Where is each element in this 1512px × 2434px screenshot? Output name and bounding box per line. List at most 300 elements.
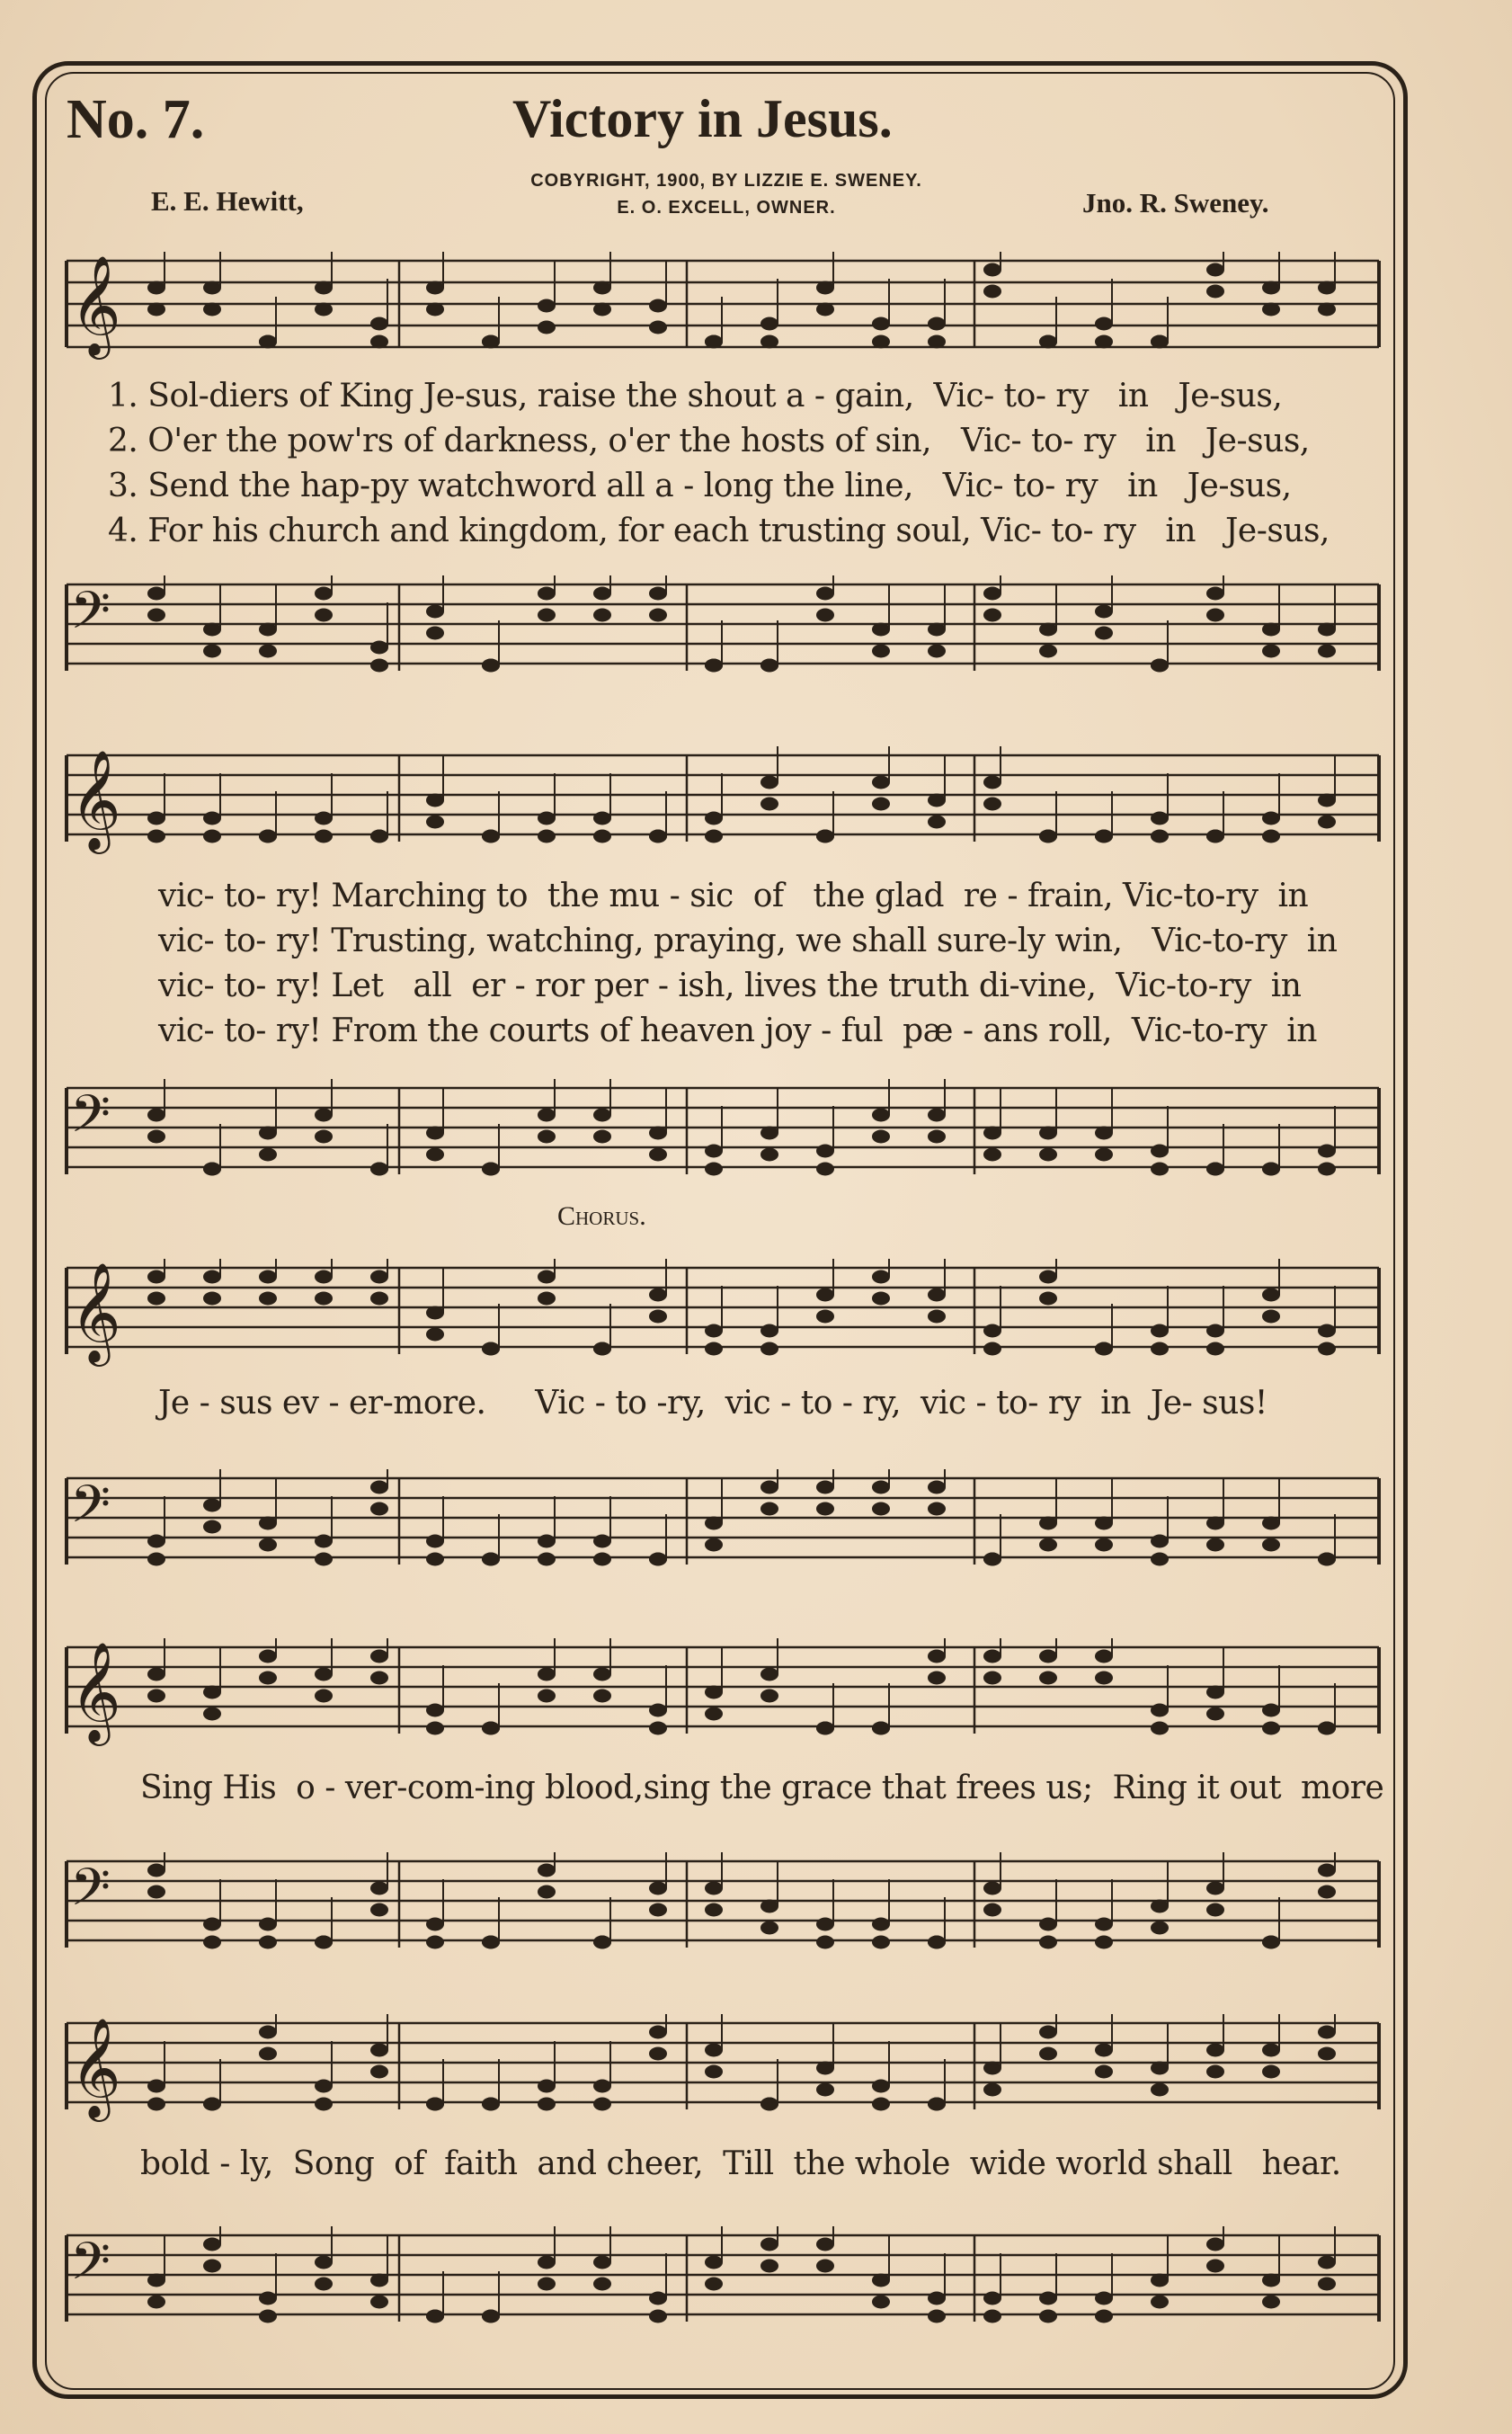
notehead — [259, 1148, 277, 1162]
notehead — [593, 281, 611, 295]
notehead — [203, 2238, 221, 2251]
notehead — [370, 335, 388, 349]
notehead — [147, 1864, 165, 1877]
copyright-line: COBYRIGHT, 1900, BY LIZZIE E. SWENEY. — [530, 171, 922, 191]
notehead — [426, 1918, 444, 1931]
notehead — [1318, 1886, 1336, 1899]
notehead — [315, 1690, 333, 1703]
notehead — [705, 2065, 723, 2079]
notehead — [259, 1650, 277, 1663]
notehead — [1039, 1650, 1057, 1663]
notehead — [538, 2256, 556, 2269]
notehead — [1262, 1704, 1280, 1717]
copyright-owner: E. O. EXCELL, OWNER. — [617, 198, 836, 218]
notehead — [1151, 1704, 1169, 1717]
treble-clef-icon: 𝄞 — [70, 1262, 121, 1362]
notehead — [1318, 645, 1336, 658]
notehead — [760, 2098, 778, 2111]
notehead — [1318, 281, 1336, 295]
notehead — [538, 299, 556, 313]
verse-line-5: vic- to- ry! Marching to the mu - sic of the glad re - frain, Vic-to-ry in — [158, 878, 1309, 914]
notehead — [816, 1936, 834, 1949]
notehead — [147, 812, 165, 825]
notehead — [1262, 1310, 1280, 1324]
notehead — [538, 812, 556, 825]
notehead — [928, 1650, 946, 1663]
notehead — [760, 776, 778, 789]
notehead — [649, 1148, 667, 1162]
notehead — [1206, 1163, 1224, 1176]
notehead — [426, 794, 444, 807]
notehead — [593, 1690, 611, 1703]
notehead — [370, 830, 388, 843]
notehead — [315, 2080, 333, 2093]
notehead — [705, 1324, 723, 1338]
notehead — [983, 798, 1001, 811]
notehead — [370, 317, 388, 331]
notehead — [593, 1342, 611, 1356]
notehead — [816, 1918, 834, 1931]
notehead — [649, 587, 667, 601]
notehead — [1095, 2310, 1113, 2323]
notehead — [426, 1722, 444, 1735]
notehead — [1206, 1904, 1224, 1917]
notehead — [315, 1130, 333, 1144]
notehead — [1262, 830, 1280, 843]
notehead — [649, 830, 667, 843]
notehead — [259, 1292, 277, 1306]
notehead — [593, 2080, 611, 2093]
notehead — [983, 2310, 1001, 2323]
notehead — [983, 587, 1001, 601]
notehead — [1095, 627, 1113, 640]
notehead — [928, 794, 946, 807]
notehead — [1206, 2044, 1224, 2057]
notehead — [1039, 1148, 1057, 1162]
notehead — [928, 1109, 946, 1122]
notehead — [370, 1270, 388, 1284]
notehead — [315, 1292, 333, 1306]
notehead — [538, 609, 556, 622]
notehead — [983, 263, 1001, 277]
notehead — [426, 1148, 444, 1162]
notehead — [593, 1109, 611, 1122]
bass-clef-icon: 𝄢 — [70, 1474, 111, 1547]
notehead — [1318, 1145, 1336, 1158]
notehead — [1206, 2238, 1224, 2251]
notehead — [816, 2062, 834, 2075]
notehead — [538, 1864, 556, 1877]
notehead — [147, 1668, 165, 1681]
notehead — [1262, 303, 1280, 317]
notehead — [872, 1722, 890, 1735]
notehead — [705, 1707, 723, 1721]
notehead — [1262, 645, 1280, 658]
bass-clef-icon: 𝄢 — [70, 1083, 111, 1157]
notehead — [928, 317, 946, 331]
bass-staff-4 — [58, 1852, 1388, 1960]
treble-clef-icon: 𝄞 — [70, 254, 121, 355]
notehead — [872, 1502, 890, 1516]
notehead — [705, 335, 723, 349]
notehead — [649, 1882, 667, 1895]
notehead — [649, 2310, 667, 2323]
notehead — [872, 645, 890, 658]
notehead — [1206, 1707, 1224, 1721]
notehead — [593, 2256, 611, 2269]
notehead — [1151, 1342, 1169, 1356]
notehead — [538, 1109, 556, 1122]
notehead — [649, 2047, 667, 2061]
notehead — [259, 1517, 277, 1530]
notehead — [760, 335, 778, 349]
notehead — [203, 281, 221, 295]
notehead — [1262, 2044, 1280, 2057]
notehead — [426, 627, 444, 640]
notehead — [426, 303, 444, 317]
notehead — [649, 1704, 667, 1717]
notehead — [259, 1538, 277, 1552]
notehead — [872, 1481, 890, 1494]
notehead — [705, 2278, 723, 2291]
notehead — [1262, 1517, 1280, 1530]
notehead — [538, 2098, 556, 2111]
notehead — [370, 2065, 388, 2079]
notehead — [1039, 2026, 1057, 2039]
treble-staff-4 — [58, 1638, 1388, 1746]
notehead — [370, 2274, 388, 2287]
notehead — [1039, 623, 1057, 637]
notehead — [1095, 1342, 1113, 1356]
notehead — [816, 1722, 834, 1735]
notehead — [1151, 1163, 1169, 1176]
notehead — [370, 1882, 388, 1895]
lyricist: E. E. Hewitt, — [151, 185, 304, 217]
notehead — [928, 816, 946, 829]
notehead — [705, 1342, 723, 1356]
notehead — [315, 1270, 333, 1284]
notehead — [1318, 1163, 1336, 1176]
notehead — [315, 2098, 333, 2111]
verse-line-4: 4. For his church and kingdom, for each trusting soul, Vic- to- ry in Je-sus, — [108, 513, 1330, 549]
notehead — [760, 1127, 778, 1140]
notehead — [816, 1145, 834, 1158]
notehead — [203, 1520, 221, 1534]
notehead — [928, 1672, 946, 1685]
notehead — [370, 1292, 388, 1306]
notehead — [760, 1148, 778, 1162]
notehead — [370, 2296, 388, 2309]
notehead — [203, 1936, 221, 1949]
notehead — [593, 830, 611, 843]
notehead — [1318, 303, 1336, 317]
notehead — [1095, 1517, 1113, 1530]
notehead — [649, 609, 667, 622]
notehead — [147, 1886, 165, 1899]
notehead — [1095, 605, 1113, 619]
notehead — [760, 1690, 778, 1703]
notehead — [983, 1672, 1001, 1685]
notehead — [1206, 609, 1224, 622]
hymn-number: No. 7. — [67, 89, 205, 150]
notehead — [426, 1306, 444, 1320]
notehead — [593, 1936, 611, 1949]
notehead — [983, 1904, 1001, 1917]
notehead — [259, 645, 277, 658]
notehead — [203, 303, 221, 317]
notehead — [482, 1553, 500, 1566]
notehead — [928, 1288, 946, 1302]
notehead — [593, 609, 611, 622]
notehead — [426, 2310, 444, 2323]
notehead — [538, 1130, 556, 1144]
notehead — [983, 776, 1001, 789]
notehead — [705, 1517, 723, 1530]
notehead — [649, 1127, 667, 1140]
notehead — [928, 2292, 946, 2305]
verse-line-2: 2. O'er the pow'rs of darkness, o'er the hosts of sin, Vic- to- ry in Je-sus, — [108, 423, 1310, 459]
composer: Jno. R. Sweney. — [1082, 187, 1269, 218]
notehead — [983, 2083, 1001, 2097]
notehead — [259, 2026, 277, 2039]
notehead — [1095, 2044, 1113, 2057]
notehead — [370, 1904, 388, 1917]
notehead — [760, 659, 778, 673]
notehead — [1206, 2065, 1224, 2079]
notehead — [1039, 1292, 1057, 1306]
notehead — [872, 1270, 890, 1284]
notehead — [259, 830, 277, 843]
notehead — [760, 798, 778, 811]
notehead — [315, 2256, 333, 2269]
notehead — [1095, 2065, 1113, 2079]
notehead — [872, 1918, 890, 1931]
notehead — [1318, 2047, 1336, 2061]
notehead — [203, 623, 221, 637]
notehead — [259, 623, 277, 637]
notehead — [983, 1148, 1001, 1162]
notehead — [203, 645, 221, 658]
notehead — [315, 1553, 333, 1566]
notehead — [593, 2278, 611, 2291]
notehead — [1039, 1127, 1057, 1140]
notehead — [1262, 1722, 1280, 1735]
notehead — [203, 812, 221, 825]
notehead — [705, 1163, 723, 1176]
notehead — [1262, 2296, 1280, 2309]
notehead — [705, 2256, 723, 2269]
notehead — [1151, 2296, 1169, 2309]
notehead — [760, 2238, 778, 2251]
notehead — [816, 2260, 834, 2273]
notehead — [203, 1918, 221, 1931]
notehead — [203, 1270, 221, 1284]
notehead — [705, 2044, 723, 2057]
bass-staff-5 — [58, 2226, 1388, 2334]
notehead — [872, 2080, 890, 2093]
notehead — [315, 587, 333, 601]
notehead — [1262, 812, 1280, 825]
notehead — [1039, 2310, 1057, 2323]
notehead — [983, 1342, 1001, 1356]
notehead — [315, 1535, 333, 1548]
notehead — [872, 776, 890, 789]
notehead — [1095, 830, 1113, 843]
notehead — [816, 1481, 834, 1494]
notehead — [1318, 1722, 1336, 1735]
bass-clef-icon: 𝄢 — [70, 580, 111, 654]
notehead — [1039, 1538, 1057, 1552]
notehead — [1206, 830, 1224, 843]
notehead — [593, 2098, 611, 2111]
notehead — [1318, 2278, 1336, 2291]
notehead — [203, 830, 221, 843]
bass-staff-1 — [58, 575, 1388, 683]
notehead — [928, 1502, 946, 1516]
notehead — [1095, 1148, 1113, 1162]
notehead — [649, 1310, 667, 1324]
notehead — [147, 2098, 165, 2111]
bass-staff-3 — [58, 1469, 1388, 1577]
notehead — [1318, 1324, 1336, 1338]
notehead — [147, 1553, 165, 1566]
notehead — [538, 830, 556, 843]
notehead — [482, 1342, 500, 1356]
notehead — [705, 1904, 723, 1917]
notehead — [816, 609, 834, 622]
notehead — [259, 2292, 277, 2305]
notehead — [760, 1324, 778, 1338]
notehead — [816, 1502, 834, 1516]
notehead — [1318, 1553, 1336, 1566]
treble-clef-icon: 𝄞 — [70, 2017, 121, 2117]
notehead — [705, 812, 723, 825]
notehead — [259, 2310, 277, 2323]
notehead — [1039, 1517, 1057, 1530]
notehead — [426, 1127, 444, 1140]
notehead — [1318, 2256, 1336, 2269]
notehead — [1095, 1672, 1113, 1685]
hymn-title: Victory in Jesus. — [512, 89, 893, 148]
notehead — [649, 1722, 667, 1735]
notehead — [872, 1109, 890, 1122]
notehead — [593, 1668, 611, 1681]
notehead — [872, 317, 890, 331]
notehead — [872, 798, 890, 811]
verse-line-7: vic- to- ry! Let all er - ror per - ish, lives the truth di-vine, Vic-to-ry in — [158, 967, 1302, 1004]
notehead — [482, 1936, 500, 1949]
notehead — [816, 587, 834, 601]
notehead — [315, 812, 333, 825]
verse-line-3: 3. Send the hap-py watchword all a - long the line, Vic- to- ry in Je-sus, — [108, 468, 1292, 504]
notehead — [1262, 281, 1280, 295]
notehead — [259, 1127, 277, 1140]
notehead — [760, 1481, 778, 1494]
notehead — [1039, 2047, 1057, 2061]
notehead — [593, 1535, 611, 1548]
notehead — [760, 1342, 778, 1356]
notehead — [649, 1904, 667, 1917]
notehead — [538, 2080, 556, 2093]
notehead — [1039, 645, 1057, 658]
notehead — [147, 281, 165, 295]
notehead — [1039, 1936, 1057, 1949]
notehead — [1095, 1538, 1113, 1552]
notehead — [1151, 1145, 1169, 1158]
notehead — [983, 1127, 1001, 1140]
notehead — [259, 335, 277, 349]
notehead — [593, 812, 611, 825]
notehead — [426, 1328, 444, 1342]
notehead — [983, 285, 1001, 299]
notehead — [983, 609, 1001, 622]
notehead — [872, 335, 890, 349]
notehead — [482, 2310, 500, 2323]
notehead — [370, 659, 388, 673]
notehead — [1318, 623, 1336, 637]
notehead — [1206, 1342, 1224, 1356]
notehead — [816, 830, 834, 843]
notehead — [1095, 1127, 1113, 1140]
notehead — [928, 2310, 946, 2323]
notehead — [816, 2238, 834, 2251]
notehead — [872, 1936, 890, 1949]
notehead — [426, 1535, 444, 1548]
notehead — [1318, 1342, 1336, 1356]
notehead — [315, 1109, 333, 1122]
notehead — [1039, 335, 1057, 349]
notehead — [426, 2098, 444, 2111]
notehead — [1206, 285, 1224, 299]
notehead — [315, 281, 333, 295]
notehead — [1151, 659, 1169, 673]
notehead — [1151, 1324, 1169, 1338]
notehead — [816, 1163, 834, 1176]
notehead — [259, 1936, 277, 1949]
notehead — [872, 1130, 890, 1144]
notehead — [1262, 1538, 1280, 1552]
notehead — [1039, 1270, 1057, 1284]
verse-line-1: 1. Sol-diers of King Je-sus, raise the shout a - gain, Vic- to- ry in Je-sus, — [108, 378, 1283, 415]
notehead — [928, 335, 946, 349]
notehead — [147, 1130, 165, 1144]
notehead — [482, 1163, 500, 1176]
notehead — [593, 587, 611, 601]
notehead — [203, 1292, 221, 1306]
notehead — [147, 1535, 165, 1548]
notehead — [538, 321, 556, 334]
notehead — [147, 2080, 165, 2093]
notehead — [259, 1672, 277, 1685]
notehead — [1151, 1535, 1169, 1548]
notehead — [816, 303, 834, 317]
chorus-label: Chorus. — [557, 1201, 646, 1231]
notehead — [1151, 1900, 1169, 1913]
notehead — [1095, 1918, 1113, 1931]
notehead — [1206, 1324, 1224, 1338]
notehead — [649, 299, 667, 313]
notehead — [1318, 2026, 1336, 2039]
notehead — [315, 609, 333, 622]
notehead — [1151, 830, 1169, 843]
notehead — [1206, 263, 1224, 277]
notehead — [816, 2083, 834, 2097]
notehead — [983, 1324, 1001, 1338]
notehead — [1151, 2274, 1169, 2287]
notehead — [538, 587, 556, 601]
notehead — [1262, 2065, 1280, 2079]
notehead — [538, 1535, 556, 1548]
